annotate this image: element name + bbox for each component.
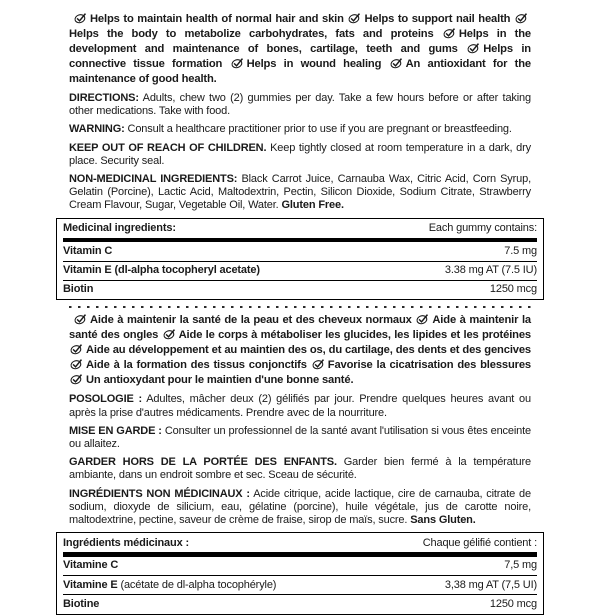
checkmark-icon (70, 343, 83, 355)
benefit-text: Aide le corps à métaboliser les glucides, les lipides et les protéines (178, 329, 531, 342)
table-row (63, 594, 537, 613)
benefit-item (69, 344, 531, 356)
checkmark-icon (70, 358, 83, 370)
ingredient-name: Biotin (63, 283, 94, 296)
benefit-text: Aide à la formation des tissus conjonctifs (86, 359, 307, 372)
checkmark-icon (416, 313, 429, 325)
ingredient-amount: 7.5 mg (504, 244, 537, 257)
label-paragraph (69, 456, 531, 482)
paragraph-text: Garder bien fermé à la température ambiante, dans un endroit sombre et sec. Sceau de sécurité. (69, 456, 531, 482)
table-row (63, 242, 537, 260)
benefit-item (69, 359, 307, 371)
paragraph-suffix: Gluten Free. (281, 199, 344, 212)
paragraph-label: INGRÉDIENTS NON MÉDICINAUX : (69, 487, 250, 500)
paragraph-text: Acide citrique, acide lactique, cire de carnauba, citrate de sodium, dioxyde de silicium, eau, gélatine (porcine), huile végétale, jus de carotte noire, maltodextrine, pectine, saveur de crème de fraise, sirop de maïs, sucre. (69, 487, 531, 527)
paragraph-label: MISE EN GARDE : (69, 424, 162, 437)
benefit-text: Helps to support nail health (364, 13, 511, 25)
paragraph-text: Consulter un professionnel de la santé avant l'utilisation si vous êtes enceinte ou allaitez. (69, 424, 531, 451)
paragraph-text: Consult a healthcare practitioner prior to use if you are pregnant or breastfeeding. (127, 123, 512, 136)
benefit-text: An antioxidant for the maintenance of good health. (69, 58, 531, 85)
paragraph-text: Adultes, mâcher deux (2) gélifiés par jour. Prendre quelques heures avant ou après la prise d'autres médicaments. Prendre avec de la nourriture. (69, 393, 531, 419)
dotted-divider (69, 306, 531, 309)
ingredient-name: Vitamin C (63, 244, 113, 257)
ingredient-amount: 1250 mcg (489, 597, 537, 610)
paragraphs-fr (56, 393, 544, 527)
benefit-text: Aide à maintenir la santé de la peau et des cheveux normaux (90, 314, 412, 327)
benefits-en (69, 12, 531, 87)
table-row (63, 280, 537, 299)
table-rows (63, 242, 537, 299)
benefit-item (311, 359, 531, 371)
benefit-text: Helps the body to metabolize carbohydrates, fats and proteins (69, 28, 434, 40)
benefit-text: Helps in the development and maintenance of bones, cartilage, teeth and gums (69, 28, 532, 55)
benefit-text: Favorise la cicatrisation des blessures (327, 359, 531, 372)
benefit-item (73, 314, 412, 326)
label-paragraph (69, 142, 531, 168)
ingredient-name: Vitamin E (dl-alpha tocopheryl acetate) (63, 264, 260, 277)
benefit-text: Aide à maintenir la santé des ongles (69, 314, 531, 342)
checkmark-icon (163, 328, 176, 340)
ingredient-amount: 3,38 mg AT (7,5 UI) (444, 578, 537, 591)
benefit-text: Helps in wound healing (246, 58, 382, 70)
table-row (63, 261, 537, 280)
table-header-right: Chaque gélifié contient : (422, 536, 537, 549)
paragraph-label: KEEP OUT OF REACH OF CHILDREN. (69, 141, 267, 154)
medicinal-table-fr (56, 532, 544, 614)
checkmark-icon (443, 27, 456, 39)
paragraph-label: GARDER HORS DE LA PORTÉE DES ENFANTS. (69, 456, 337, 469)
ingredient-amount: 3.38 mg AT (7.5 IU) (444, 264, 537, 277)
paragraph-text: Black Carrot Juice, Carnauba Wax, Citric Acid, Corn Syrup, Gelatin (Porcine), Lactic Acid, Maltodextrin, Pectin, Silicon Dioxide, Sodium Citrate, Strawberry Cream Flavour, Sugar, Vegetable Oil, Water. (69, 173, 531, 212)
checkmark-icon (74, 313, 87, 325)
checkmark-icon (231, 57, 244, 69)
paragraph-label: POSOLOGIE : (69, 393, 143, 406)
paragraph-label: WARNING: (69, 123, 125, 136)
paragraph-label: NON-MEDICINAL INGREDIENTS: (69, 173, 238, 186)
ingredient-amount: 7,5 mg (504, 559, 537, 572)
paragraph-text: Adults, chew two (2) gummies per day. Take a few hours before or after taking other medications. Take with food. (69, 92, 531, 118)
paragraph-suffix: Sans Gluten. (410, 514, 476, 527)
ingredient-amount: 1250 mcg (489, 283, 537, 296)
ingredient-note: (dl-alpha tocopheryl acetate) (114, 264, 260, 277)
label-paragraph (69, 123, 531, 136)
checkmark-icon (390, 57, 403, 69)
table-header-left: Ingrédients médicinaux : (63, 536, 189, 549)
table-row (63, 575, 537, 594)
medicinal-table-en (56, 218, 544, 300)
checkmark-icon (312, 358, 325, 370)
table-row (63, 557, 537, 575)
benefit-text: Aide au développement et au maintien des os, du cartilage, des dents et des gencives (86, 344, 531, 357)
benefit-item (73, 13, 344, 25)
table-rows (63, 557, 537, 614)
ingredient-name: Biotine (63, 597, 100, 610)
ingredient-name: Vitamine C (63, 559, 119, 572)
label-paragraph (69, 92, 531, 118)
benefit-text: Helps to maintain health of normal hair and skin (90, 13, 344, 25)
benefit-text: Helps in connective tissue formation (69, 43, 531, 70)
checkmark-icon (467, 42, 480, 54)
checkmark-icon (515, 12, 528, 24)
checkmark-icon (70, 373, 83, 385)
paragraphs-en (56, 92, 544, 213)
benefit-item (347, 13, 510, 25)
benefit-item (162, 329, 531, 341)
table-header (63, 533, 537, 552)
label-paragraph (69, 393, 531, 419)
paragraph-label: DIRECTIONS: (69, 92, 139, 104)
benefit-text: Un antioxydant pour le maintien d'une bonne santé. (86, 374, 354, 387)
checkmark-icon (74, 12, 87, 24)
checkmark-icon (348, 12, 361, 24)
label-paragraph (69, 488, 531, 528)
benefits-fr (69, 313, 531, 388)
table-header-right: Each gummy contains: (428, 222, 537, 235)
ingredient-name: Vitamine E (acétate de dl-alpha tocophéryle) (63, 578, 277, 591)
ingredient-note: (acétate de dl-alpha tocophéryle) (120, 578, 277, 591)
benefit-item (69, 374, 353, 386)
benefit-item (230, 58, 382, 70)
label-paragraph (69, 425, 531, 451)
table-header (63, 219, 537, 238)
table-header-left: Medicinal ingredients: (63, 222, 176, 235)
label-paragraph (69, 173, 531, 213)
paragraph-text: Keep tightly closed at room temperature in a dark, dry place. Security seal. (69, 141, 531, 167)
